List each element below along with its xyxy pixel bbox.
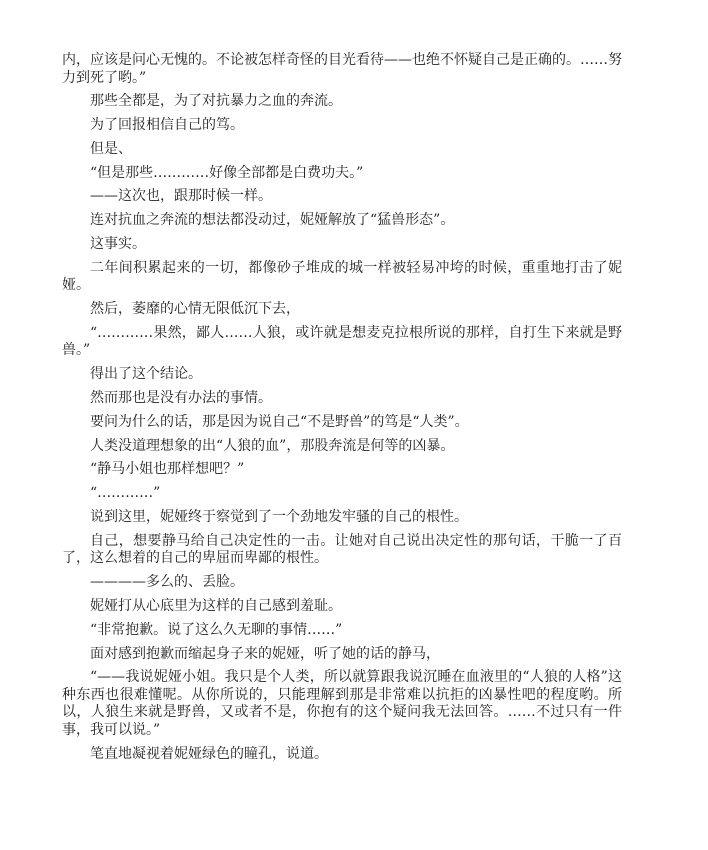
paragraph: 内，应该是问心无愧的。不论被怎样奇怪的目光看待——也绝不怀疑自己是正确的。……努力到死了哟。” — [62, 52, 622, 86]
paragraph: ————多么的、丢脸。 — [90, 574, 244, 591]
paragraph: 连对抗血之奔流的想法都没动过，妮娅解放了“猛兽形态”。 — [90, 212, 455, 229]
paragraph: 那些全都是，为了对抗暴力之血的奔流。 — [90, 93, 342, 110]
paragraph: 要问为什么的话，那是因为说自己“不是野兽”的笃是“人类”。 — [90, 413, 469, 430]
paragraph: “…………” — [90, 485, 161, 502]
paragraph: 得出了这个结论。 — [90, 366, 202, 383]
paragraph: “非常抱歉。说了这么久无聊的事情……” — [90, 621, 343, 638]
paragraph: 然后，萎靡的心情无限低沉下去， — [90, 301, 300, 318]
paragraph: 面对感到抱歉而缩起身子来的妮娅，听了她的话的静马， — [90, 645, 440, 662]
paragraph: 人类没道理想象的出“人狼的血”，那股奔流是何等的凶暴。 — [90, 437, 455, 454]
paragraph: “但是那些…………好像全部都是白费功夫。” — [90, 164, 364, 181]
paragraph: “静马小姐也那样想吧？” — [90, 461, 245, 478]
paragraph: 自己，想要静马给自己决定性的一击。让她对自己说出决定性的那句话，干脆一了百了，这么想着的自己的卑屈而卑鄙的根性。 — [62, 532, 622, 567]
paragraph: 妮娅打从心底里为这样的自己感到羞耻。 — [90, 597, 342, 614]
paragraph: 这事实。 — [90, 236, 146, 253]
paragraph: 为了回报相信自己的笃。 — [90, 117, 244, 134]
paragraph: 说到这里，妮娅终于察觉到了一个劲地发牢骚的自己的根性。 — [90, 509, 468, 526]
paragraph: 然而那也是没有办法的事情。 — [90, 390, 272, 407]
paragraph: “…………果然，鄙人……人狼，或许就是想麦克拉根所说的那样，自打生下来就是野兽。” — [62, 324, 622, 359]
paragraph: 但是、 — [90, 140, 132, 157]
paragraph: 笔直地凝视着妮娅绿色的瞳孔，说道。 — [90, 745, 328, 762]
document-page — [62, 52, 622, 769]
paragraph: 二年间积累起来的一切，都像砂子堆成的城一样被轻易冲垮的时候，重重地打击了妮娅。 — [62, 259, 622, 294]
paragraph: ——这次也，跟那时候一样。 — [90, 188, 272, 205]
paragraph: “——我说妮娅小姐。我只是个人类，所以就算跟我说沉睡在血液里的“人狼的人格”这种东西也很难懂呢。从你所说的，只能理解到那是非常难以抗拒的凶暴性吧的程度哟。所以，人狼生来就是野兽，又或者不是，你抱有的这个疑问我无法回答。……不过只有一件事，我可以说。” — [62, 669, 622, 738]
